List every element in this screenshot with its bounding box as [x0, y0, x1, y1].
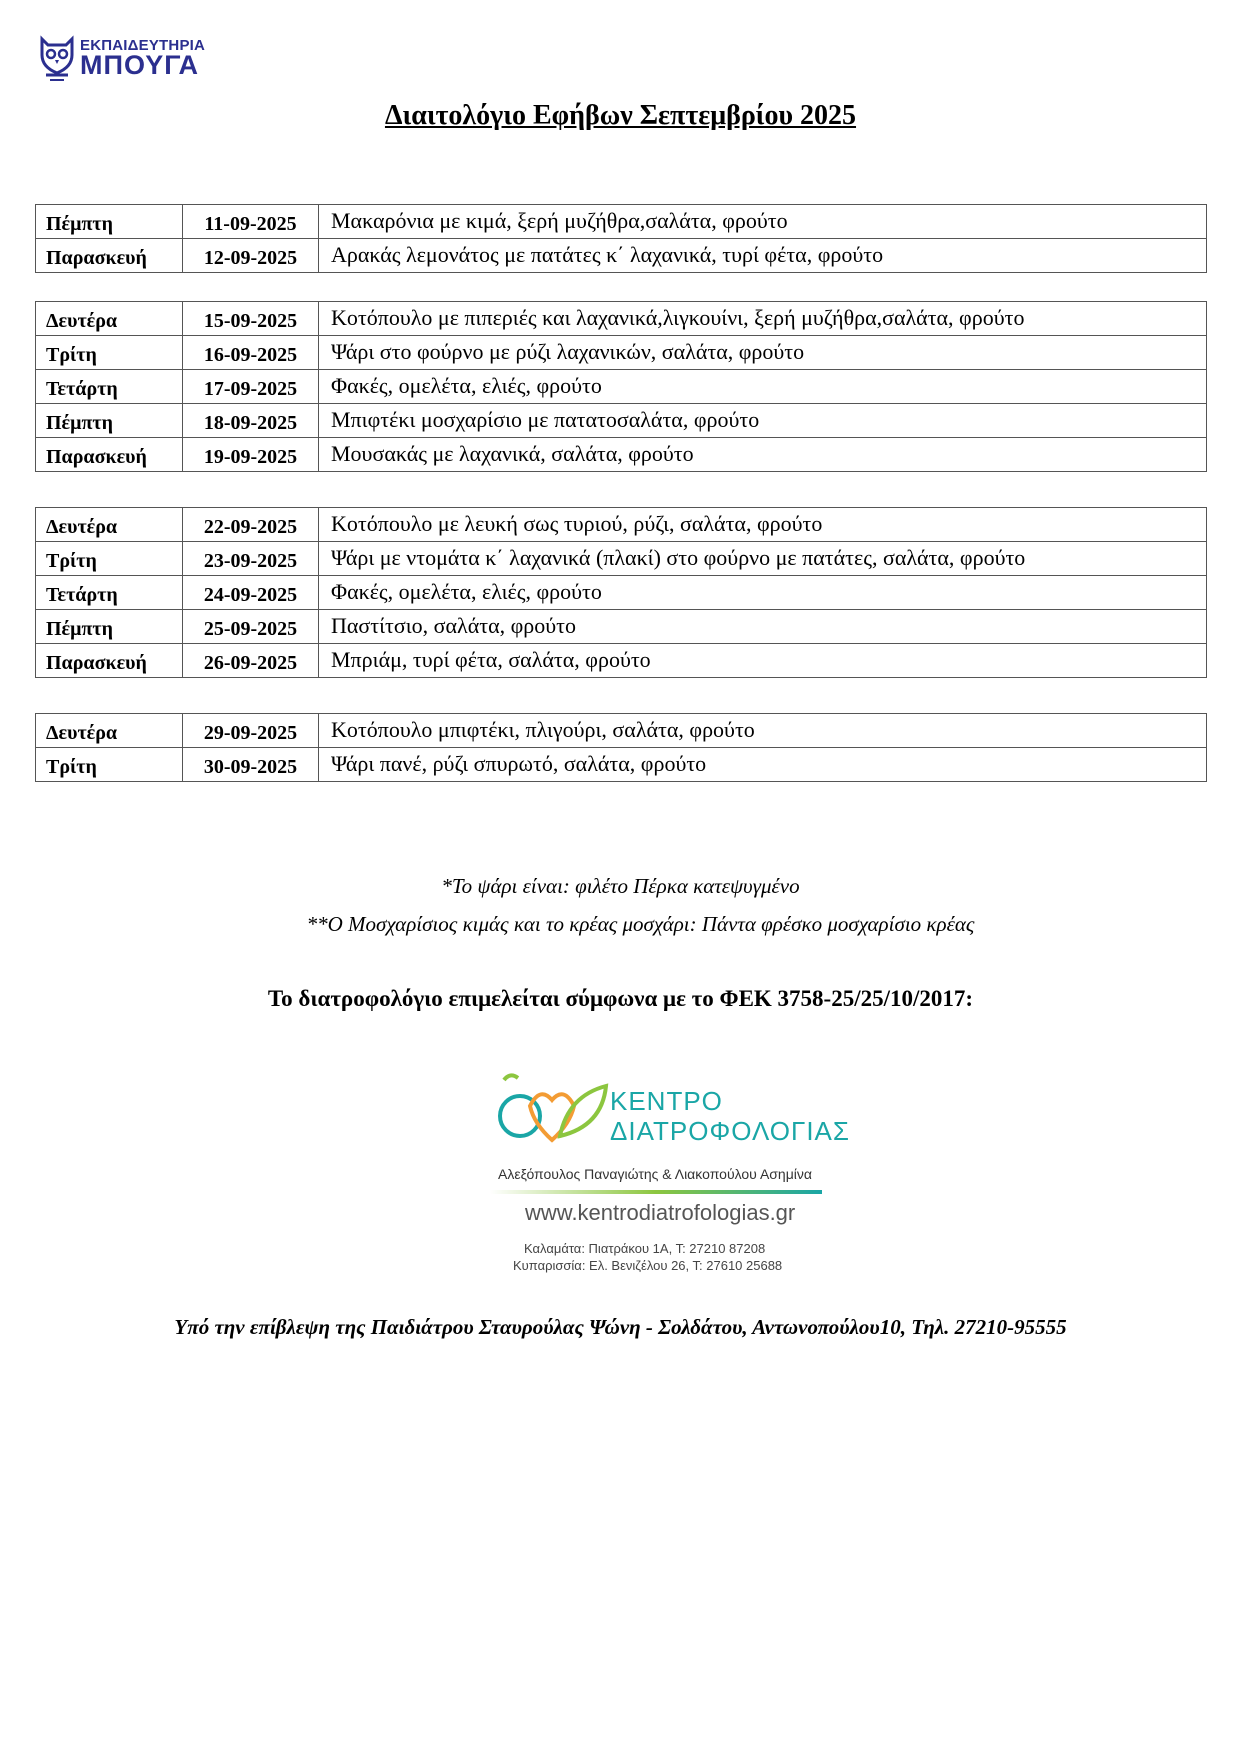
day-cell: Παρασκευή [36, 239, 183, 273]
day-cell: Δευτέρα [36, 714, 183, 748]
menu-table-week3 [35, 507, 1207, 678]
owl-icon [38, 33, 76, 81]
logo-text-line2: ΜΠΟΥΓΑ [80, 50, 200, 80]
day-cell: Πέμπτη [36, 404, 183, 438]
meal-cell: Φακές, ομελέτα, ελιές, φρούτο [319, 576, 1207, 610]
date-cell: 23-09-2025 [183, 542, 319, 576]
day-cell: Παρασκευή [36, 644, 183, 678]
fek-statement: Το διατροφολόγιο επιμελείται σύμφωνα με το ΦΕΚ 3758-25/25/10/2017: [267, 986, 974, 1011]
date-cell: 19-09-2025 [183, 438, 319, 472]
fish-note: *Το ψάρι είναι: φιλέτο Πέρκα κατεψυγμένο [441, 874, 800, 898]
table-row [36, 576, 1207, 610]
page-title: Διαιτολόγιο Εφήβων Σεπτεμβρίου 2025 [384, 100, 857, 131]
table-row [36, 644, 1207, 678]
menu-table-week2 [35, 301, 1207, 472]
table-row [36, 438, 1207, 472]
table-row [36, 336, 1207, 370]
meal-cell: Ψάρι πανέ, ρύζι σπυρωτό, σαλάτα, φρούτο [319, 748, 1207, 782]
meal-cell: Ψάρι με ντομάτα κ΄ λαχανικά (πλακί) στο φούρνο με πατάτες, σαλάτα, φρούτο [319, 542, 1207, 576]
meal-cell: Μπιφτέκι μοσχαρίσιο με πατατοσαλάτα, φρούτο [319, 404, 1207, 438]
day-cell: Δευτέρα [36, 302, 183, 336]
meal-cell: Αρακάς λεμονάτος με πατάτες κ΄ λαχανικά, τυρί φέτα, φρούτο [319, 239, 1207, 273]
day-cell: Τετάρτη [36, 370, 183, 404]
meal-cell: Μουσακάς με λαχανικά, σαλάτα, φρούτο [319, 438, 1207, 472]
center-address-kalamata: Καλαμάτα: Πιατράκου 1Α, Τ: 27210 87208 [524, 1241, 766, 1256]
date-cell: 15-09-2025 [183, 302, 319, 336]
table-row [36, 508, 1207, 542]
table-row [36, 239, 1207, 273]
meal-cell: Παστίτσιο, σαλάτα, φρούτο [319, 610, 1207, 644]
table-row [36, 610, 1207, 644]
day-cell: Πέμπτη [36, 205, 183, 239]
date-cell: 24-09-2025 [183, 576, 319, 610]
beef-note: **Ο Μοσχαρίσιος κιμάς και το κρέας μοσχάρι: Πάντα φρέσκο μοσχαρίσιο κρέας [306, 912, 975, 936]
date-cell: 18-09-2025 [183, 404, 319, 438]
meal-cell: Κοτόπουλο με λευκή σως τυριού, ρύζι, σαλάτα, φρούτο [319, 508, 1207, 542]
center-name-line1: ΚΕΝΤΡΟ [610, 1086, 723, 1116]
meal-cell: Κοτόπουλο μπιφτέκι, πλιγούρι, σαλάτα, φρούτο [319, 714, 1207, 748]
day-cell: Δευτέρα [36, 508, 183, 542]
logo-text-line1: ΕΚΠΑΙΔΕΥΤΗΡΙΑ [80, 37, 206, 54]
center-website: www.kentrodiatrofologias.gr [525, 1200, 796, 1225]
menu-table-week1 [35, 204, 1207, 273]
table-row [36, 302, 1207, 336]
table-row [36, 205, 1207, 239]
day-cell: Τρίτη [36, 336, 183, 370]
day-cell: Πέμπτη [36, 610, 183, 644]
date-cell: 17-09-2025 [183, 370, 319, 404]
divider [490, 1190, 822, 1194]
date-cell: 26-09-2025 [183, 644, 319, 678]
menu-table-week4 [35, 713, 1207, 782]
meal-cell: Ψάρι στο φούρνο με ρύζι λαχανικών, σαλάτα, φρούτο [319, 336, 1207, 370]
school-logo [38, 33, 228, 83]
date-cell: 29-09-2025 [183, 714, 319, 748]
day-cell: Τρίτη [36, 748, 183, 782]
meal-cell: Κοτόπουλο με πιπεριές και λαχανικά,λιγκουίνι, ξερή μυζήθρα,σαλάτα, φρούτο [319, 302, 1207, 336]
meal-cell: Μπριάμ, τυρί φέτα, σαλάτα, φρούτο [319, 644, 1207, 678]
supervision-note: Υπό την επίβλεψη της Παιδιάτρου Σταυρούλας Ψώνη - Σολδάτου, Αντωνοπούλου10, Τηλ. 27210-95555 [174, 1315, 1067, 1339]
date-cell: 30-09-2025 [183, 748, 319, 782]
table-row [36, 748, 1207, 782]
meal-cell: Μακαρόνια με κιμά, ξερή μυζήθρα,σαλάτα, φρούτο [319, 205, 1207, 239]
table-row [36, 542, 1207, 576]
center-name-line2: ΔΙΑΤΡΟΦΟΛΟΓΙΑΣ [610, 1116, 850, 1146]
date-cell: 11-09-2025 [183, 205, 319, 239]
table-row [36, 370, 1207, 404]
center-address-kyparissia: Κυπαρισσία: Ελ. Βενιζέλου 26, Τ: 27610 25688 [513, 1258, 783, 1273]
heart-leaf-icon [490, 1066, 610, 1156]
table-row [36, 404, 1207, 438]
date-cell: 25-09-2025 [183, 610, 319, 644]
date-cell: 16-09-2025 [183, 336, 319, 370]
day-cell: Τρίτη [36, 542, 183, 576]
day-cell: Παρασκευή [36, 438, 183, 472]
meal-cell: Φακές, ομελέτα, ελιές, φρούτο [319, 370, 1207, 404]
center-owners: Αλεξόπουλος Παναγιώτης & Λιακοπούλου Ασημίνα [498, 1166, 812, 1182]
date-cell: 12-09-2025 [183, 239, 319, 273]
table-row [36, 714, 1207, 748]
date-cell: 22-09-2025 [183, 508, 319, 542]
nutrition-center-logo [490, 1066, 850, 1273]
day-cell: Τετάρτη [36, 576, 183, 610]
